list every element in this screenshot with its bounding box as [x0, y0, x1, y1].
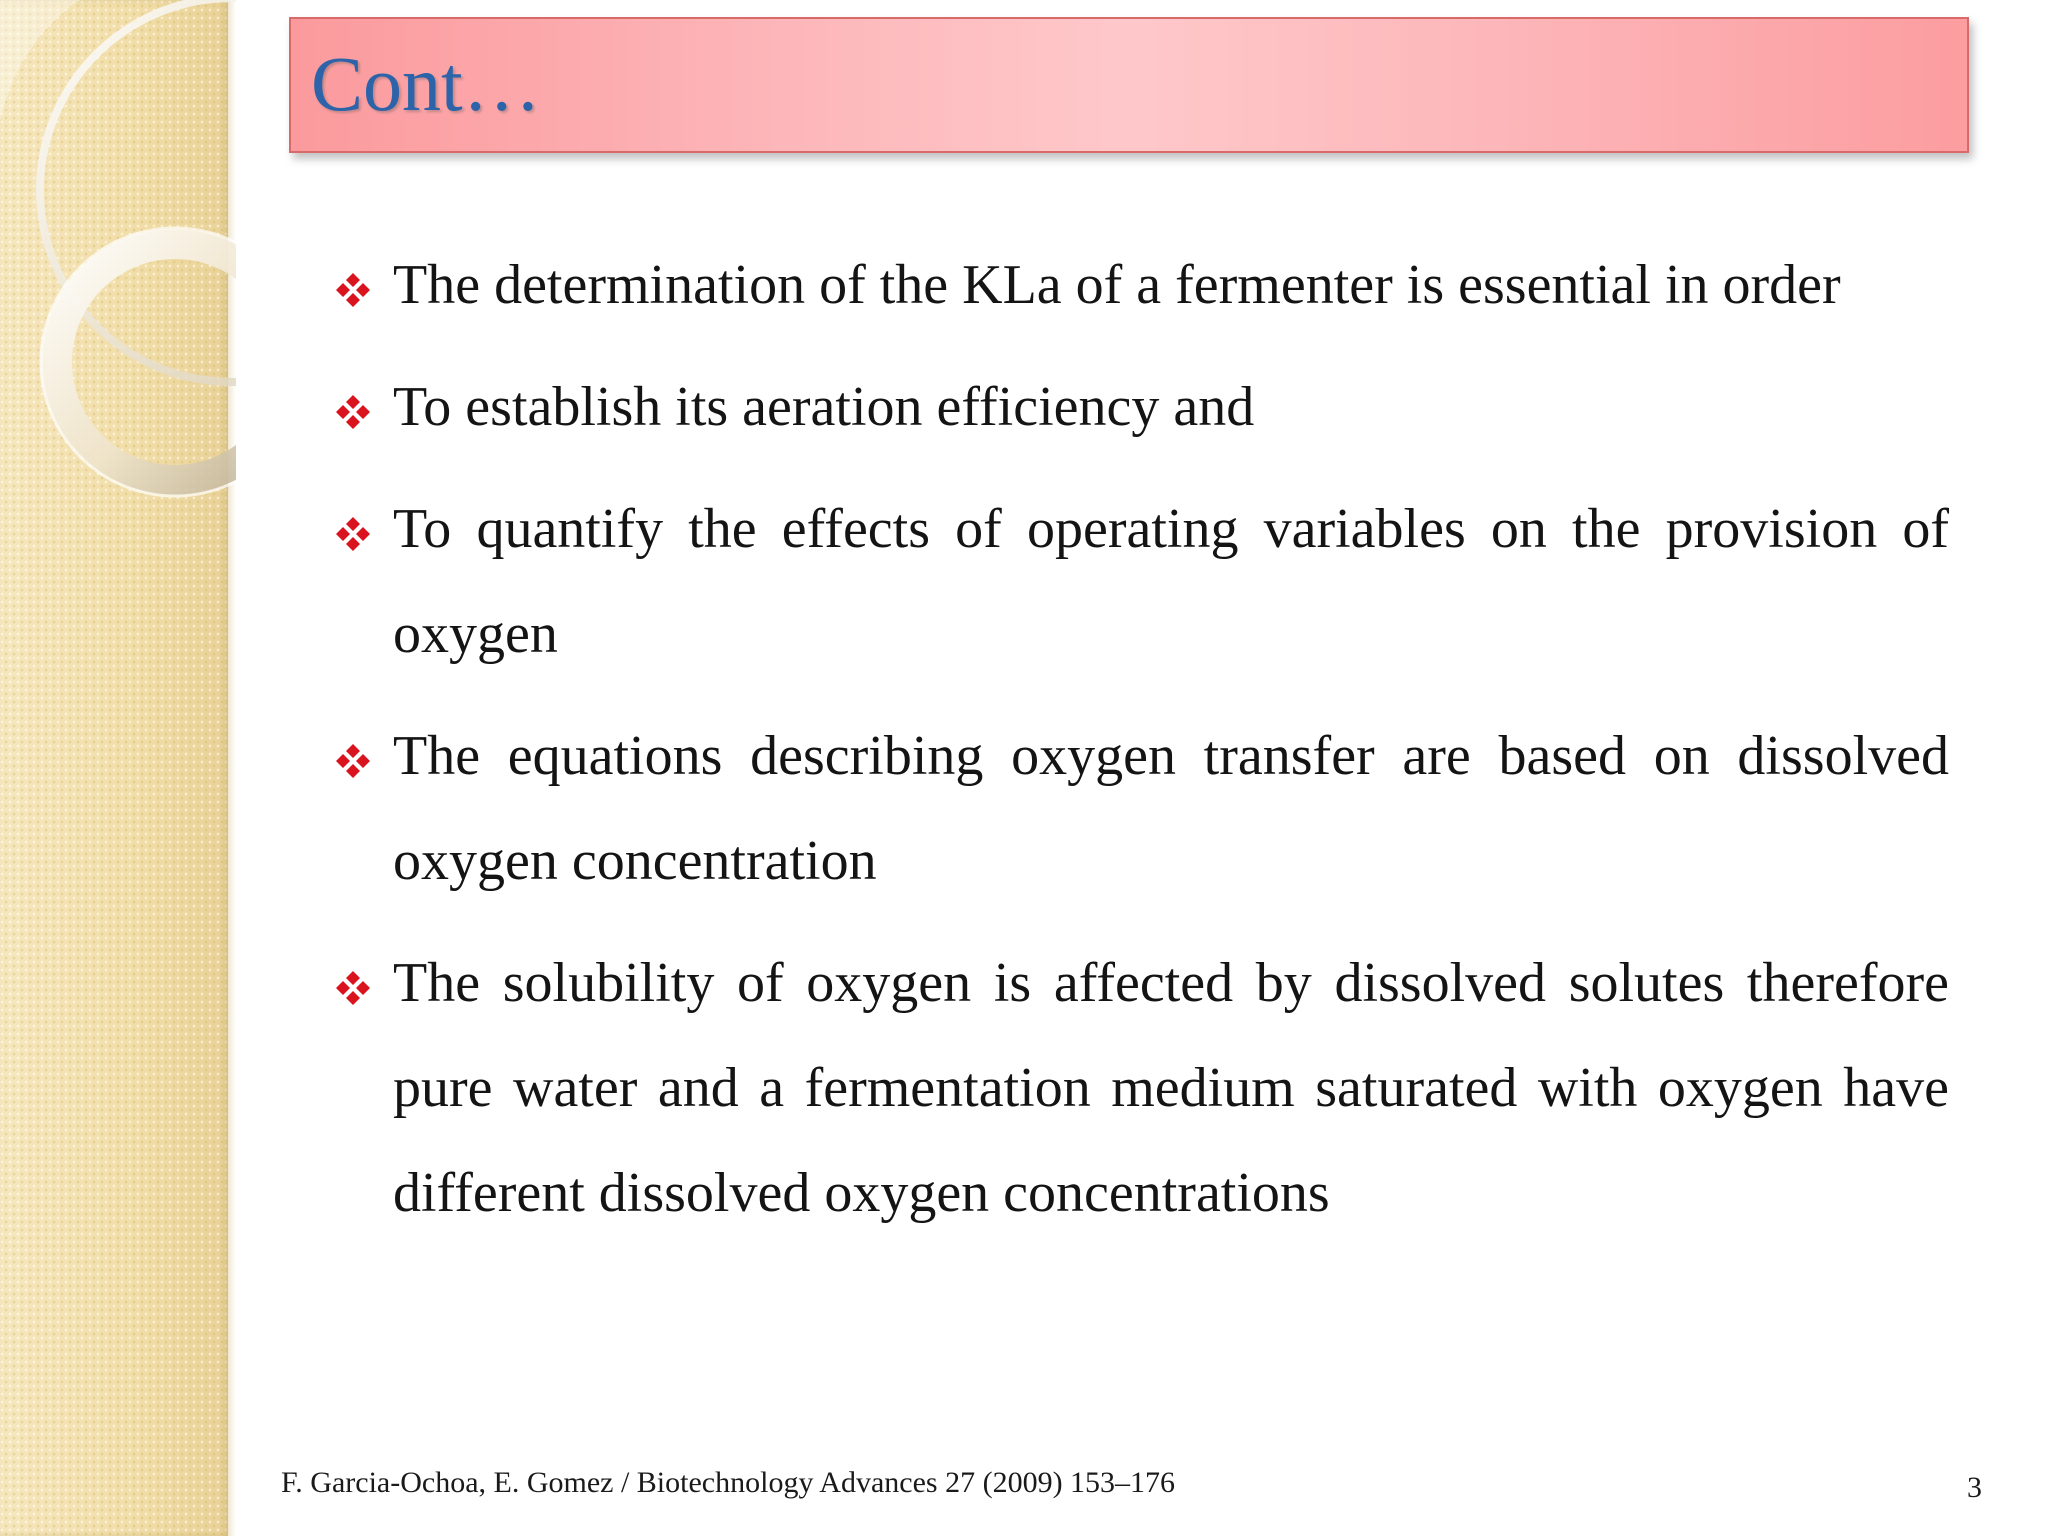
title-bar: [289, 17, 1969, 153]
four-diamond-bullet-icon: [335, 743, 371, 779]
bullet-text: To establish its aeration efficiency and: [393, 376, 1255, 438]
bullet-text: The determination of the KLa of a fermenter is essential in order: [393, 254, 1841, 316]
bullet-item: [333, 233, 1949, 338]
bullet-text: To quantify the effects of operating variables on the provision of oxygen: [393, 498, 1949, 665]
bullet-list: [333, 233, 1949, 1263]
four-diamond-bullet-icon: [335, 394, 371, 430]
footer-reference: F. Garcia-Ochoa, E. Gomez / Biotechnology Advances 27 (2009) 153–176: [281, 1466, 1176, 1499]
decorative-rings-graphic: [0, 0, 236, 520]
page-number: 3: [1967, 1471, 1982, 1504]
bullet-item: [333, 931, 1949, 1246]
slide-title: Cont…: [311, 40, 541, 127]
bullet-text: The equations describing oxygen transfer are based on dissolved oxygen concentration: [393, 725, 1949, 892]
four-diamond-bullet-icon: [335, 272, 371, 308]
bullet-text: The solubility of oxygen is affected by dissolved solutes therefore pure water and a fermentation medium saturated with oxygen have different dissolved oxygen concentrations: [393, 952, 1949, 1224]
four-diamond-bullet-icon: [335, 516, 371, 552]
bullet-item: [333, 477, 1949, 687]
bullet-item: [333, 355, 1949, 460]
four-diamond-bullet-icon: [335, 970, 371, 1006]
bullet-item: [333, 704, 1949, 914]
